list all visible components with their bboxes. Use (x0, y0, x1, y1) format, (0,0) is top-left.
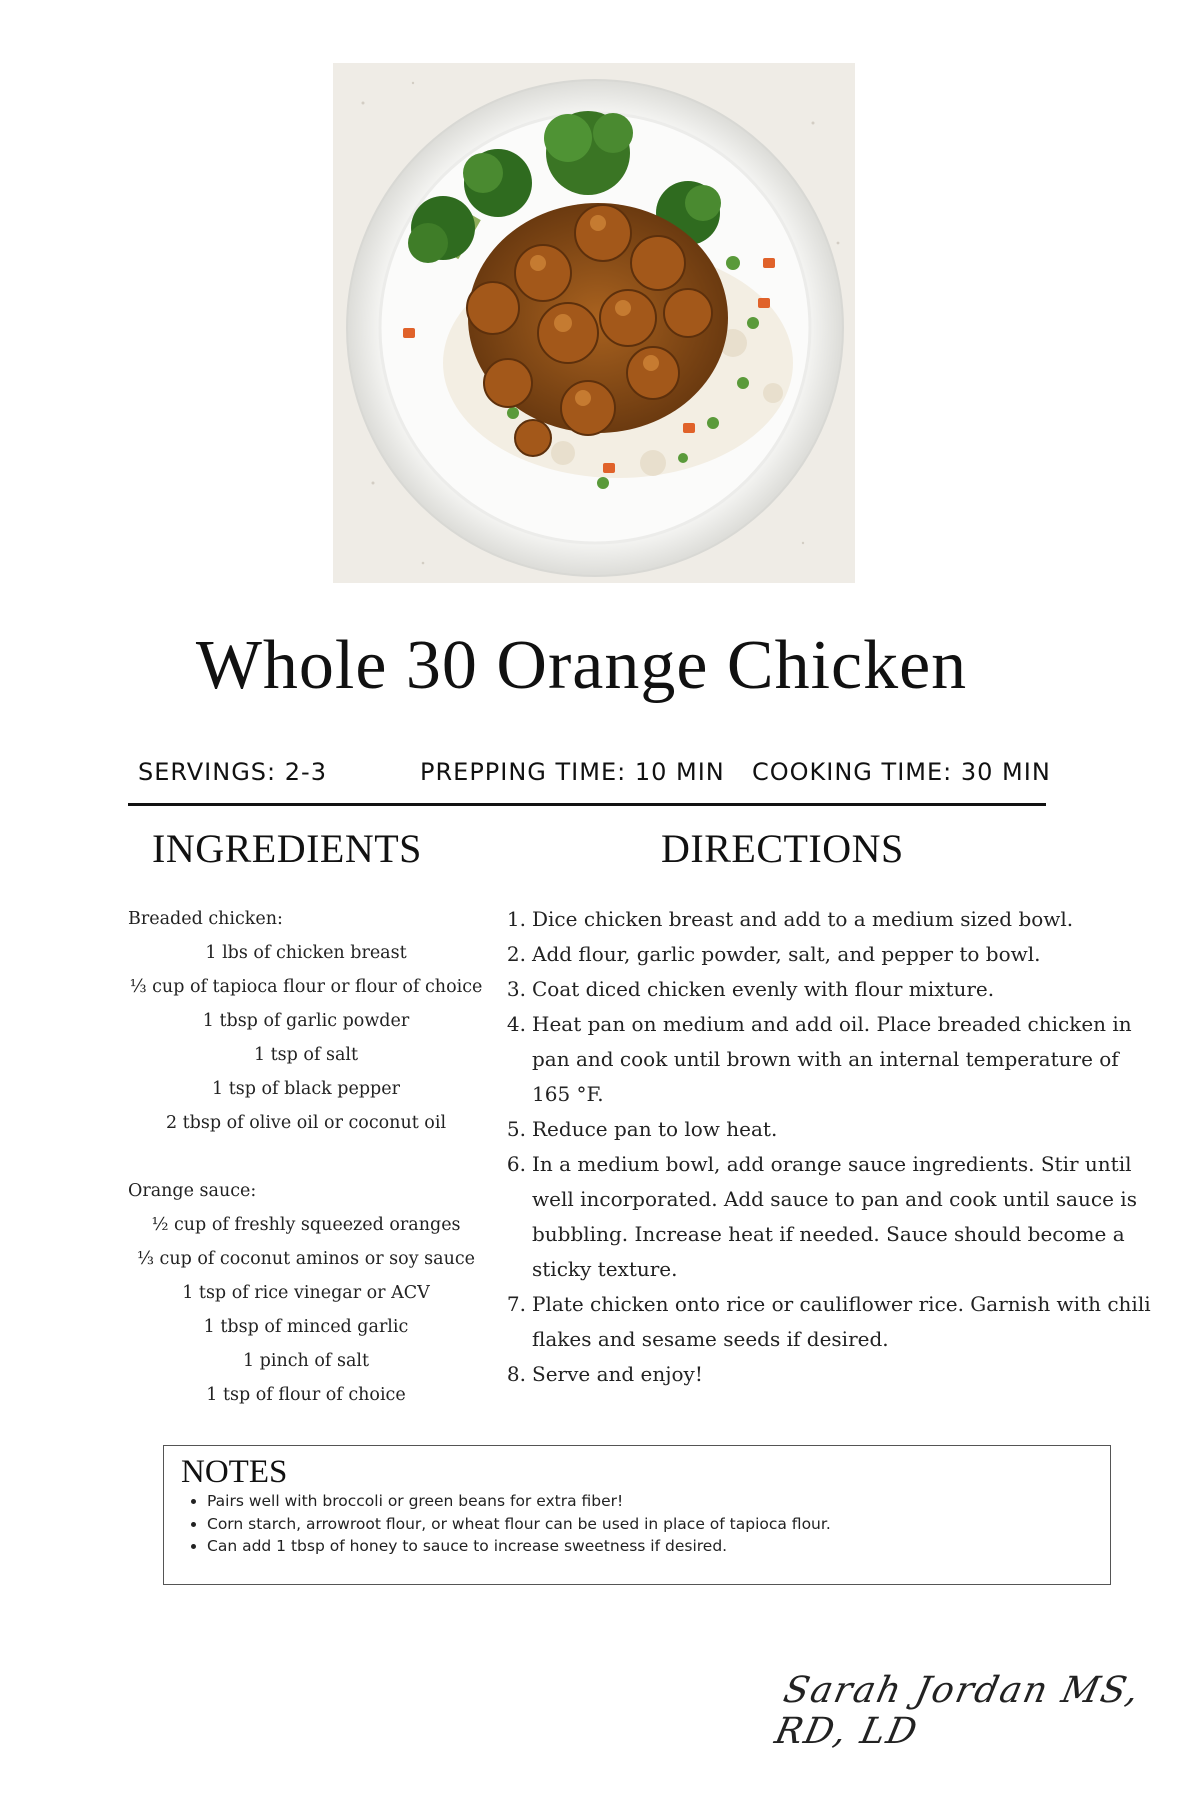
step-text: In a medium bowl, add orange sauce ingredients. Stir until well incorporated. Add sauce to pan and cook until sauce is bubbling. Increase heat if needed. Sauce should become a sticky texture. (532, 1152, 1137, 1281)
prepping-time-label: PREPPING TIME: 10 MIN (420, 758, 725, 786)
header-divider (128, 803, 1046, 806)
directions-heading: DIRECTIONS (661, 826, 904, 871)
servings-label: SERVINGS: 2-3 (138, 758, 327, 786)
step-text: Plate chicken onto rice or cauliflower rice. Garnish with chili flakes and sesame seeds if desired. (532, 1292, 1151, 1351)
cooking-time-label: COOKING TIME: 30 MIN (752, 758, 1051, 786)
step-text: Heat pan on medium and add oil. Place breaded chicken in pan and cook until brown with an internal temperature of 165 °F. (532, 1012, 1132, 1106)
direction-step (500, 972, 1160, 1007)
direction-step (500, 1112, 1160, 1147)
direction-step (500, 1007, 1160, 1112)
author-signature: Sarah Jordan MS, RD, LD (771, 1670, 1145, 1752)
ingredient-item: 2 tbsp of olive oil or coconut oil (165, 1113, 447, 1133)
ingredient-group-title: Breaded chicken: (128, 909, 283, 929)
ingredient-item: 1 lbs of chicken breast (205, 943, 407, 963)
step-number: 3. (506, 977, 526, 1001)
directions-list (500, 902, 1160, 1392)
note-item: • Corn starch, arrowroot flour, or wheat flour can be used in place of tapioca flour. (207, 1513, 831, 1536)
ingredient-item: ½ cup of freshly squeezed oranges (151, 1215, 461, 1235)
step-number: 7. (506, 1292, 526, 1316)
ingredients-list (128, 902, 484, 1412)
step-number: 8. (506, 1362, 526, 1386)
ingredient-item: 1 tbsp of garlic powder (202, 1011, 410, 1031)
ingredient-group-title: Orange sauce: (128, 1181, 257, 1201)
ingredient-item: 1 tbsp of minced garlic (203, 1317, 409, 1337)
step-text: Dice chicken breast and add to a medium sized bowl. (532, 907, 1074, 931)
step-number: 5. (506, 1117, 526, 1141)
ingredient-item: 1 pinch of salt (242, 1351, 370, 1371)
step-text: Serve and enjoy! (532, 1362, 703, 1386)
ingredients-heading: INGREDIENTS (152, 826, 422, 871)
step-number: 4. (506, 1012, 526, 1036)
notes-list (177, 1490, 831, 1558)
direction-step (500, 1357, 1160, 1392)
step-text: Add flour, garlic powder, salt, and pepper to bowl. (532, 942, 1041, 966)
ingredient-item: 1 tsp of salt (253, 1045, 359, 1065)
step-number: 1. (506, 907, 526, 931)
step-number: 6. (506, 1152, 526, 1176)
recipe-title: Whole 30 Orange Chicken (195, 627, 968, 704)
step-text: Coat diced chicken evenly with flour mixture. (532, 977, 995, 1001)
step-number: 2. (506, 942, 526, 966)
direction-step (500, 937, 1160, 972)
ingredient-item: ⅓ cup of tapioca flour or flour of choice (129, 977, 483, 997)
direction-step (500, 902, 1160, 937)
direction-step (500, 1147, 1160, 1287)
ingredient-item: 1 tsp of black pepper (212, 1079, 400, 1099)
direction-step (500, 1287, 1160, 1357)
recipe-photo (333, 63, 855, 583)
ingredient-item: 1 tsp of rice vinegar or ACV (182, 1283, 430, 1303)
step-text: Reduce pan to low heat. (532, 1117, 778, 1141)
note-item: • Pairs well with broccoli or green beans for extra fiber! (207, 1490, 831, 1513)
notes-box (163, 1445, 1111, 1585)
note-item: • Can add 1 tbsp of honey to sauce to increase sweetness if desired. (207, 1535, 831, 1558)
ingredient-item: ⅓ cup of coconut aminos or soy sauce (137, 1249, 475, 1269)
notes-heading: NOTES (181, 1454, 288, 1490)
orange-chicken-bowl-illustration (333, 63, 855, 583)
ingredient-group-spacer (128, 1140, 484, 1174)
ingredient-item: 1 tsp of flour of choice (206, 1385, 406, 1405)
